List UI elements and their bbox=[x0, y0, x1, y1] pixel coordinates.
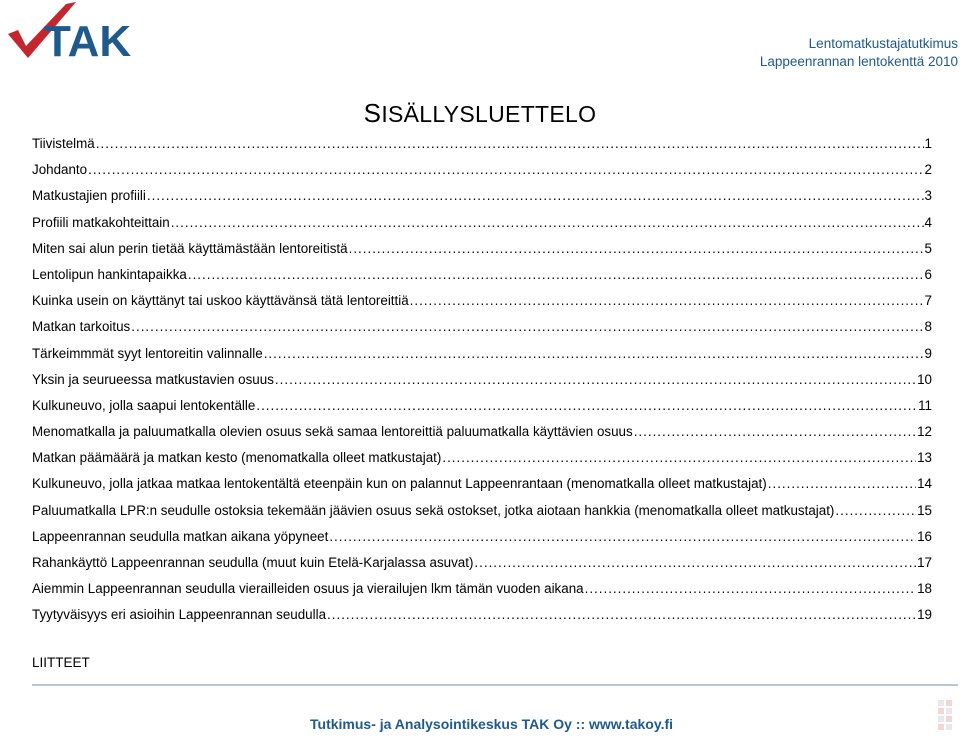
toc-entry-label: Miten sai alun perin tietää käyttämästään lentoreitistä bbox=[32, 240, 348, 256]
toc-entry-page: 9 bbox=[924, 345, 932, 361]
tak-logo bbox=[4, 0, 144, 64]
toc-leader-dots bbox=[131, 319, 923, 334]
toc-list bbox=[32, 136, 932, 634]
toc-entry[interactable] bbox=[32, 372, 932, 398]
footer-corner-decoration bbox=[938, 700, 958, 742]
toc-title bbox=[0, 98, 960, 129]
toc-entry-label: Tärkeimmmät syyt lentoreitin valinnalle bbox=[32, 345, 263, 361]
toc-entry[interactable] bbox=[32, 503, 932, 529]
toc-entry[interactable] bbox=[32, 267, 932, 293]
toc-leader-dots bbox=[256, 398, 917, 413]
toc-entry-page: 19 bbox=[917, 607, 932, 623]
toc-entry-page: 14 bbox=[917, 476, 932, 492]
toc-entry-page: 6 bbox=[924, 266, 932, 282]
toc-entry-page: 12 bbox=[917, 424, 932, 440]
toc-entry[interactable] bbox=[32, 241, 932, 267]
toc-leader-dots bbox=[327, 607, 916, 622]
toc-entry[interactable] bbox=[32, 162, 932, 188]
toc-entry[interactable] bbox=[32, 607, 932, 633]
toc-leader-dots bbox=[188, 267, 924, 282]
toc-entry-label: Matkan päämäärä ja matkan kesto (menomatkalla olleet matkustajat) bbox=[32, 450, 442, 466]
toc-entry-label: Profiili matkakohteittain bbox=[32, 214, 170, 230]
toc-leader-dots bbox=[442, 450, 916, 465]
toc-leader-dots bbox=[88, 162, 923, 177]
toc-entry[interactable] bbox=[32, 424, 932, 450]
toc-entry[interactable] bbox=[32, 398, 932, 424]
toc-entry-label: Lappeenrannan seudulla matkan aikana yöpyneet bbox=[32, 528, 329, 544]
toc-entry-page: 7 bbox=[924, 293, 932, 309]
toc-entry-label: Paluumatkalla LPR:n seudulle ostoksia tekemään jäävien osuus sekä ostokset, jotka aiotaan hankkia (menomatkalla olleet matkustajat) bbox=[32, 502, 835, 518]
toc-entry-label: Aiemmin Lappeenrannan seudulla vierailleiden osuus ja vierailujen lkm tämän vuoden aikana bbox=[32, 581, 584, 597]
toc-entry[interactable] bbox=[32, 136, 932, 162]
toc-leader-dots bbox=[634, 424, 916, 439]
toc-entry[interactable] bbox=[32, 215, 932, 241]
toc-entry[interactable] bbox=[32, 188, 932, 214]
toc-leader-dots bbox=[768, 476, 916, 491]
toc-leader-dots bbox=[171, 215, 924, 230]
toc-leader-dots bbox=[835, 503, 916, 518]
toc-entry-page: 17 bbox=[917, 555, 932, 570]
toc-entry-label: Tiivistelmä bbox=[32, 136, 95, 151]
toc-entry-label: Kulkuneuvo, jolla saapui lentokentälle bbox=[32, 397, 256, 413]
toc-entry-page: 3 bbox=[924, 188, 932, 204]
toc-entry-page: 8 bbox=[924, 319, 932, 335]
toc-entry[interactable] bbox=[32, 346, 932, 372]
logo-text: TAK bbox=[44, 17, 132, 64]
toc-entry-page: 10 bbox=[917, 371, 932, 387]
toc-entry-label: Yksin ja seurueessa matkustavien osuus bbox=[32, 371, 274, 387]
toc-entry-page: 15 bbox=[917, 502, 932, 518]
toc-leader-dots bbox=[474, 555, 916, 570]
toc-leader-dots bbox=[329, 529, 916, 544]
toc-entry[interactable] bbox=[32, 450, 932, 476]
toc-leader-dots bbox=[147, 188, 924, 203]
appendix-heading[interactable]: LIITTEET bbox=[32, 655, 90, 670]
toc-entry[interactable] bbox=[32, 555, 932, 581]
toc-entry-label: Rahankäyttö Lappeenrannan seudulla (muut kuin Etelä-Karjalassa asuvat) bbox=[32, 555, 474, 570]
header-subtitle: Lappeenrannan lentokenttä 2010 bbox=[759, 54, 958, 69]
toc-entry[interactable] bbox=[32, 529, 932, 555]
toc-entry-label: Johdanto bbox=[32, 162, 88, 178]
toc-entry-page: 2 bbox=[924, 162, 932, 178]
toc-entry-page: 13 bbox=[917, 450, 932, 466]
toc-entry-label: Kuinka usein on käyttänyt tai uskoo käyttävänsä tätä lentoreittiä bbox=[32, 293, 409, 309]
toc-entry[interactable] bbox=[32, 319, 932, 345]
toc-leader-dots bbox=[96, 136, 924, 151]
document-header bbox=[760, 35, 958, 71]
toc-entry-label: Lentolipun hankintapaikka bbox=[32, 266, 187, 282]
toc-leader-dots bbox=[264, 346, 924, 361]
toc-leader-dots bbox=[410, 293, 924, 308]
toc-entry-page: 16 bbox=[917, 528, 932, 544]
toc-entry-page: 4 bbox=[924, 214, 932, 230]
toc-entry-page: 1 bbox=[924, 136, 932, 151]
footer-text[interactable]: Tutkimus- ja Analysointikeskus TAK Oy :: www.takoy.fi bbox=[310, 716, 674, 732]
toc-entry-label: Menomatkalla ja paluumatkalla olevien osuus sekä samaa lentoreittiä paluumatkalla käyttävien osuus bbox=[32, 424, 633, 440]
toc-entry-page: 5 bbox=[924, 240, 932, 256]
toc-leader-dots bbox=[585, 581, 917, 596]
toc-entry-label: Matkustajien profiili bbox=[32, 188, 146, 204]
toc-leader-dots bbox=[275, 372, 916, 387]
toc-leader-dots bbox=[349, 241, 924, 256]
header-title: Lentomatkustajatutkimus bbox=[808, 36, 958, 51]
toc-entry[interactable] bbox=[32, 476, 932, 502]
footer-divider bbox=[32, 684, 958, 686]
toc-entry[interactable] bbox=[32, 581, 932, 607]
toc-entry-page: 11 bbox=[918, 397, 932, 413]
toc-entry-label: Kulkuneuvo, jolla jatkaa matkaa lentokentältä eteenpäin kun on palannut Lappeenrantaan (menomatkalla olleet matkustajat) bbox=[32, 476, 767, 492]
toc-title-initial: S bbox=[363, 98, 382, 128]
toc-entry[interactable] bbox=[32, 293, 932, 319]
toc-entry-label: Tyytyväisyys eri asioihin Lappeenrannan seudulla bbox=[32, 607, 327, 623]
toc-entry-label: Matkan tarkoitus bbox=[32, 319, 131, 335]
toc-title-rest: ISÄLLYSLUETTELO bbox=[381, 101, 597, 127]
toc-entry-page: 18 bbox=[917, 581, 932, 597]
